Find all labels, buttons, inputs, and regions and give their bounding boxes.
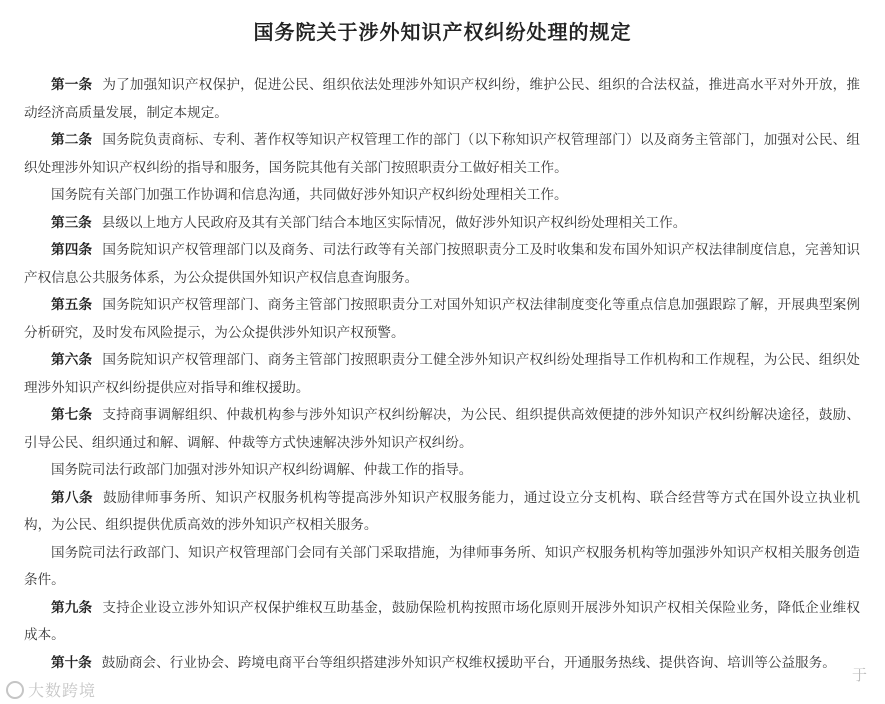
paragraph <box>24 485 860 540</box>
paragraph-text: 支持企业设立涉外知识产权保护维权互助基金，鼓励保险机构按照市场化原则开展涉外知识产权相关保险业务，降低企业维权成本。 <box>24 599 861 643</box>
paragraph-text: 国务院知识产权管理部门、商务主管部门按照职责分工健全涉外知识产权纠纷处理指导工作机构和工作规程，为公民、组织处理涉外知识产权纠纷提供应对指导和维权援助。 <box>24 352 861 396</box>
article-number: 第二条 <box>51 132 93 148</box>
paragraph <box>24 540 860 595</box>
article-number: 第九条 <box>51 599 93 616</box>
paragraph <box>24 127 860 182</box>
paragraph-text: 鼓励商会、行业协会、跨境电商平台等组织搭建涉外知识产权维权援助平台，开通服务热线、提供咨询、培训等公益服务。 <box>101 654 836 671</box>
watermark-text: 大数跨境 <box>28 681 97 700</box>
paragraph-text: 鼓励律师事务所、知识产权服务机构等提高涉外知识产权服务能力，通过设立分支机构、联合经营等方式在国外设立执业机构，为公民、组织提供优质高效的涉外知识产权相关服务。 <box>24 489 860 533</box>
article-number: 第五条 <box>51 297 93 313</box>
corner-glyph: 于 <box>852 666 868 684</box>
paragraph-text: 国务院司法行政部门、知识产权管理部门会同有关部门采取措施，为律师事务所、知识产权服务机构等加强涉外知识产权相关服务创造条件。 <box>24 544 860 588</box>
paragraph <box>24 650 860 678</box>
paragraph-text: 国务院负责商标、专利、著作权等知识产权管理工作的部门（以下称知识产权管理部门）以及商务主管部门，加强对公民、组织处理涉外知识产权纠纷的指导和服务，国务院其他有关部门按照职责分工做好相关工作。 <box>24 132 861 176</box>
paragraph <box>24 292 860 347</box>
article-number: 第六条 <box>51 352 93 368</box>
paragraph-text: 支持商事调解组织、仲裁机构参与涉外知识产权纠纷解决，为公民、组织提供高效便捷的涉外知识产权纠纷解决途径，鼓励、引导公民、组织通过和解、调解、仲裁等方式快速解决涉外知识产权纠纷。 <box>24 407 861 451</box>
paragraph <box>24 237 860 292</box>
document-title: 国务院关于涉外知识产权纠纷处理的规定 <box>253 20 632 44</box>
paragraph <box>24 72 860 127</box>
paragraph <box>24 457 860 485</box>
paragraph <box>24 595 860 650</box>
paragraph-text: 县级以上地方人民政府及其有关部门结合本地区实际情况，做好涉外知识产权纠纷处理相关工作。 <box>101 214 687 231</box>
watermark <box>6 678 96 701</box>
paragraph-text: 为了加强知识产权保护，促进公民、组织依法处理涉外知识产权纠纷，维护公民、组织的合法权益，推进高水平对外开放，推动经济高质量发展，制定本规定。 <box>24 77 861 121</box>
article-number: 第七条 <box>51 407 93 423</box>
paragraph-text: 国务院有关部门加强工作协调和信息沟通，共同做好涉外知识产权纠纷处理相关工作。 <box>51 187 568 203</box>
article-number: 第八条 <box>51 489 94 506</box>
paragraph <box>24 182 860 210</box>
document-body <box>24 72 860 677</box>
paragraph-text: 国务院知识产权管理部门以及商务、司法行政等有关部门按照职责分工及时收集和发布国外知识产权法律制度信息，完善知识产权信息公共服务体系，为公众提供国外知识产权信息查询服务。 <box>24 242 861 286</box>
paragraph <box>24 210 860 238</box>
article-number: 第三条 <box>51 214 92 231</box>
article-number: 第四条 <box>51 242 93 258</box>
watermark-logo-icon <box>6 681 24 699</box>
article-number: 第十条 <box>51 654 92 671</box>
article-number: 第一条 <box>51 77 93 93</box>
paragraph <box>24 402 860 457</box>
paragraph-text: 国务院知识产权管理部门、商务主管部门按照职责分工对国外知识产权法律制度变化等重点信息加强跟踪了解，开展典型案例分析研究，及时发布风险提示，为公众提供涉外知识产权预警。 <box>24 297 861 341</box>
paragraph <box>24 347 860 402</box>
paragraph-text: 国务院司法行政部门加强对涉外知识产权纠纷调解、仲裁工作的指导。 <box>51 462 473 478</box>
